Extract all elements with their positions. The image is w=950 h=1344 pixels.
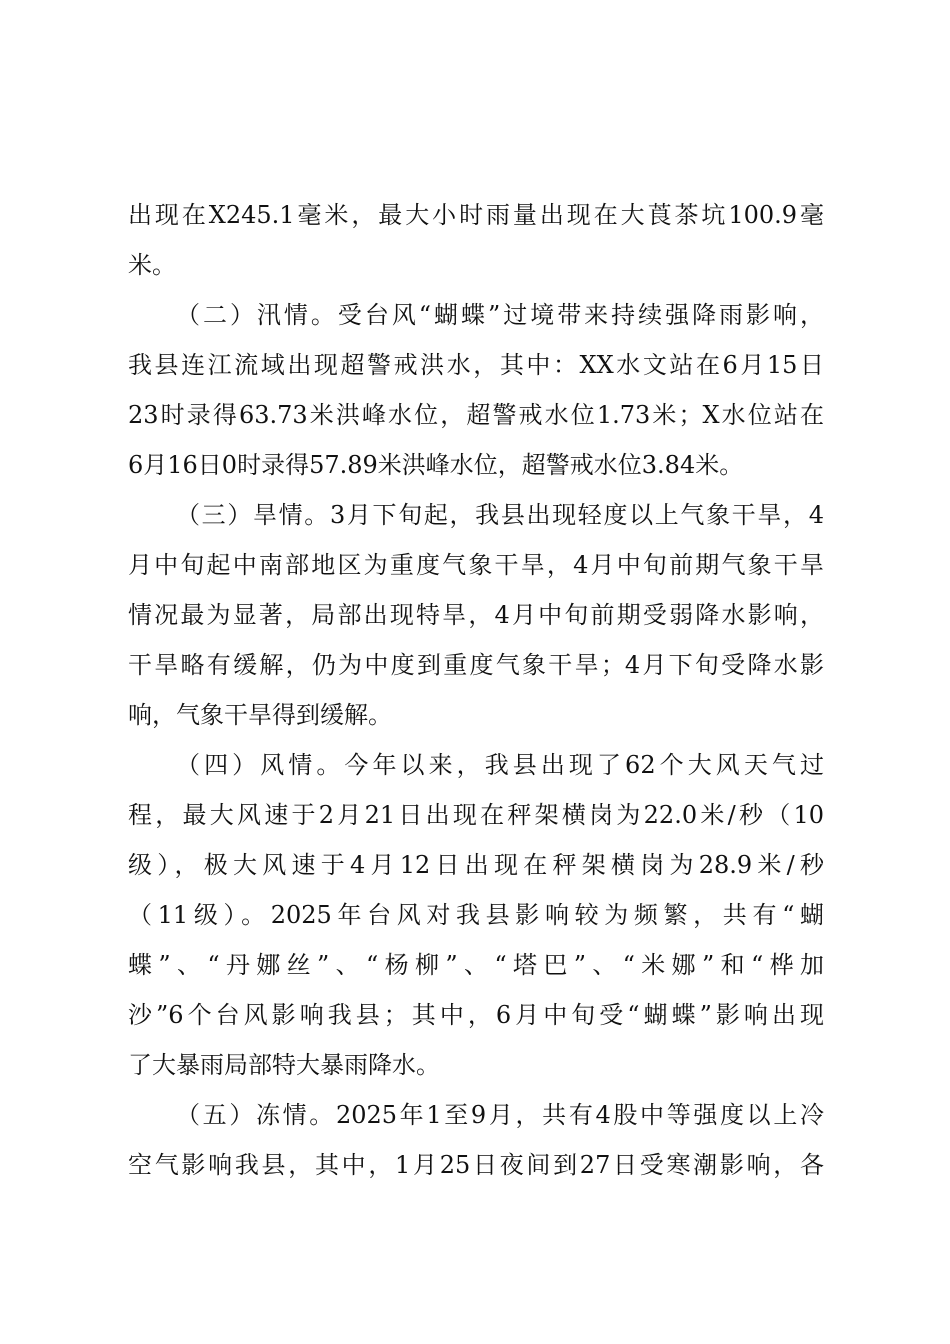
- text-line: （五）冻情。2025年1至9月，共有4股中等强度以上冷: [176, 1101, 824, 1129]
- text-line: 6月16日0时录得57.89米洪峰水位，超警戒水位3.84米。: [128, 451, 744, 479]
- text-line: 月中旬起中南部地区为重度气象干旱，4月中旬前期气象干旱: [128, 551, 824, 579]
- text-line: 23时录得63.73米洪峰水位，超警戒水位1.73米；X水位站在: [128, 401, 824, 429]
- text-line: （二）汛情。受台风“蝴蝶”过境带来持续强降雨影响，: [176, 301, 824, 329]
- text-line: 干旱略有缓解，仍为中度到重度气象干旱；4月下旬受降水影: [128, 651, 824, 679]
- text-line: 蝶”、“丹娜丝”、“杨柳”、“塔巴”、“米娜”和“桦加: [128, 951, 824, 979]
- text-line: 米。: [128, 251, 176, 279]
- text-line: （三）旱情。3月下旬起，我县出现轻度以上气象干旱，4: [176, 501, 824, 529]
- text-line: 沙”6个台风影响我县；其中，6月中旬受“蝴蝶”影响出现: [128, 1001, 824, 1029]
- text-line: 程，最大风速于2月21日出现在秤架横岗为22.0米/秒（10: [128, 801, 824, 829]
- text-line: 级），极大风速于4月12日出现在秤架横岗为28.9米/秒: [128, 851, 824, 879]
- text-line: 空气影响我县，其中，1月25日夜间到27日受寒潮影响，各: [128, 1151, 824, 1179]
- text-line: （四）风情。今年以来，我县出现了62个大风天气过: [176, 751, 824, 779]
- text-line: 了大暴雨局部特大暴雨降水。: [128, 1051, 440, 1079]
- text-line: （11级）。2025年台风对我县影响较为频繁，共有“蝴: [128, 901, 824, 929]
- text-line: 我县连江流域出现超警戒洪水，其中：XX水文站在6月15日: [128, 351, 824, 379]
- text-line: 情况最为显著，局部出现特旱，4月中旬前期受弱降水影响，: [128, 601, 824, 629]
- body-text: [128, 190, 824, 1190]
- text-line: 响，气象干旱得到缓解。: [128, 701, 392, 729]
- text-line: 出现在X245.1毫米，最大小时雨量出现在大莨茶坑100.9毫: [128, 201, 824, 229]
